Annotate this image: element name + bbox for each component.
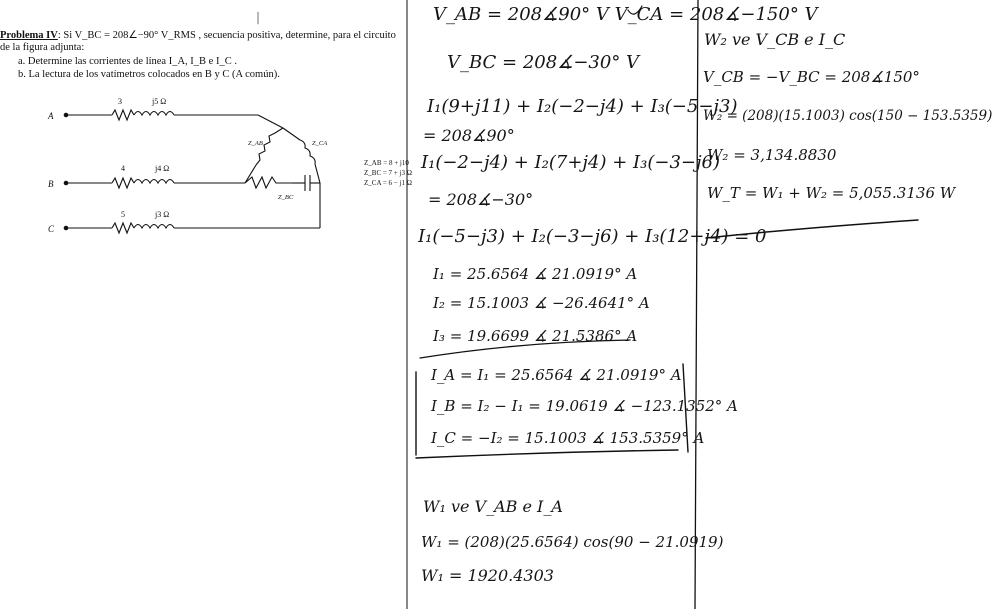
problem-intro: : Si V_BC = 208∠−90° V_RMS , secuencia positiva, determine, para el circuito bbox=[57, 30, 396, 41]
hw-ib-result: I_B = I₂ − I₁ = 19.0619 ∡ −123.1352° A bbox=[431, 397, 738, 415]
hw-w2-formula: W₂ = (208)(15.1003) cos(150 − 153.5359) bbox=[703, 108, 992, 124]
r-a-label: 3 bbox=[118, 97, 122, 106]
z-ca-tag: Z_CA bbox=[312, 140, 328, 147]
hw-w1-title: W₁ ve V_AB e I_A bbox=[423, 497, 563, 516]
column-divider-right bbox=[695, 0, 698, 609]
hw-vcb: V_CB = −V_BC = 208∡150° bbox=[703, 68, 920, 86]
problem-item-a: a. Determine las corrientes de línea I_A, I_B e I_C . bbox=[18, 56, 237, 67]
r-b-label: 4 bbox=[121, 164, 125, 173]
hw-eq3: I₁(−5−j3) + I₂(−3−j6) + I₃(12+j4) = 0 bbox=[418, 226, 767, 247]
hw-ia-result: I_A = I₁ = 25.6564 ∡ 21.0919° A bbox=[431, 366, 682, 384]
x-a-label: j5 Ω bbox=[152, 97, 167, 106]
problem-intro-line2: de la figura adjunta: bbox=[0, 42, 85, 53]
node-a-label: A bbox=[48, 111, 54, 121]
hw-i2: I₂ = 15.1003 ∡ −26.4641° A bbox=[433, 294, 650, 312]
hw-ic-result: I_C = −I₂ = 15.1003 ∡ 153.5359° A bbox=[431, 429, 705, 447]
hw-wt-total: W_T = W₁ + W₂ = 5,055.3136 W bbox=[707, 184, 956, 202]
z-bc-tag: Z_BC bbox=[278, 194, 294, 201]
x-c-label: j3 Ω bbox=[155, 210, 170, 219]
hw-i1: I₁ = 25.6564 ∡ 21.0919° A bbox=[433, 265, 638, 283]
problem-heading: Problema IV bbox=[0, 30, 58, 41]
hw-eq1: I₁(9+j11) + I₂(−2−j4) + I₃(−5−j3) bbox=[427, 96, 738, 117]
z-ab-tag: Z_AB bbox=[248, 140, 263, 147]
box-bottom bbox=[416, 450, 678, 458]
z-bc-value: Z_BC = 7 + j3 Ω bbox=[364, 169, 412, 177]
hw-eq1-rhs: = 208∡90° bbox=[423, 126, 515, 145]
hw-eq2: I₁(−2−j4) + I₂(7+j4) + I₃(−3−j6) bbox=[421, 152, 721, 173]
hw-w1-formula: W₁ = (208)(25.6564) cos(90 − 21.0919) bbox=[421, 533, 724, 551]
hw-i3: I₃ = 19.6699 ∡ 21.5386° A bbox=[433, 327, 638, 345]
z-ab-value: Z_AB = 8 + j10 bbox=[364, 159, 409, 167]
node-b-label: B bbox=[48, 179, 54, 189]
problem-item-b: b. La lectura de los vatímetros colocados en B y C (A común). bbox=[18, 69, 280, 80]
hw-w1-value: W₁ = 1920.4303 bbox=[421, 566, 554, 585]
hw-line-vbc: V_BC = 208∡−30° V bbox=[447, 52, 640, 73]
hw-w2-value: W₂ = 3,134.8830 bbox=[707, 146, 837, 164]
node-c-label: C bbox=[48, 224, 55, 234]
hw-line-vab: V_AB = 208∡90° V V_CA = 208∡−150° V bbox=[433, 4, 818, 25]
r-c-label: 5 bbox=[121, 210, 125, 219]
hw-eq2-rhs: = 208∡−30° bbox=[428, 190, 534, 209]
hw-w2-title: W₂ ve V_CB e I_C bbox=[704, 30, 846, 49]
x-b-label: j4 Ω bbox=[155, 164, 170, 173]
z-ca-value: Z_CA = 6 − j1 Ω bbox=[364, 179, 412, 187]
